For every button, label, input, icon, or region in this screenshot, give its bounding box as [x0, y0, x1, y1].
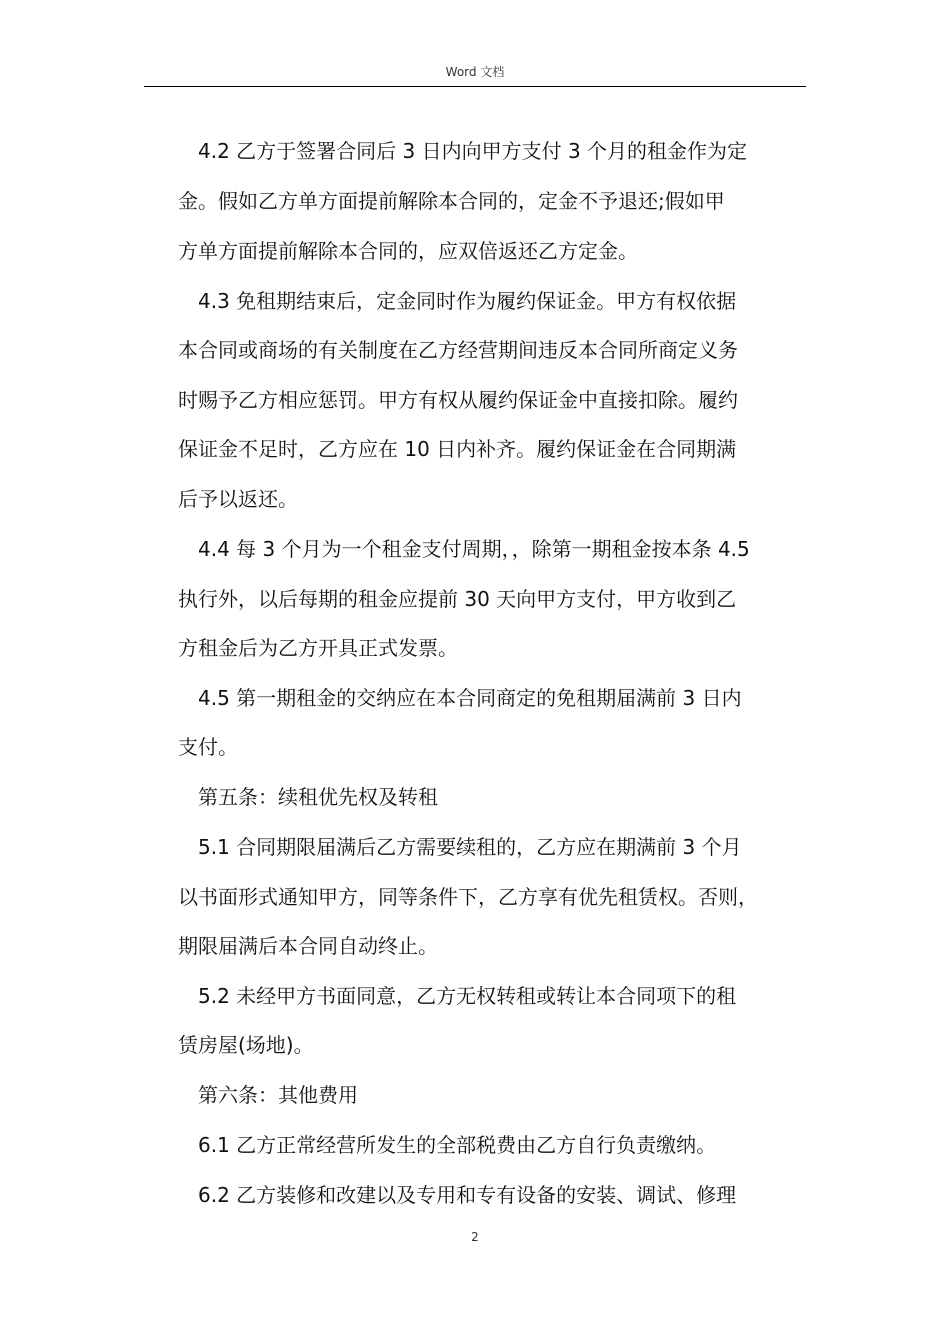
text-line: 时赐予乙方相应惩罚。甲方有权从履约保证金中直接扣除。履约 — [178, 388, 738, 412]
section-heading: 第六条：其他费用 — [198, 1083, 358, 1107]
text-line: 支付。 — [178, 735, 238, 759]
text-line: 以书面形式通知甲方，同等条件下，乙方享有优先租赁权。否则， — [178, 885, 758, 909]
text-line: 4.4 每 3 个月为一个租金支付周期，，除第一期租金按本条 4.5 — [198, 537, 750, 561]
text-line: 执行外，以后每期的租金应提前 30 天向甲方支付，甲方收到乙 — [178, 587, 737, 611]
text-line: 5.1 合同期限届满后乙方需要续租的，乙方应在期满前 3 个月 — [198, 835, 742, 859]
text-line: 后予以返还。 — [178, 487, 298, 511]
text-line: 方租金后为乙方开具正式发票。 — [178, 636, 458, 660]
text-line: 赁房屋(场地)。 — [178, 1033, 314, 1057]
text-line: 6.2 乙方装修和改建以及专用和专有设备的安装、调试、修理 — [198, 1183, 737, 1207]
page-number: 2 — [471, 1230, 479, 1244]
text-line: 方单方面提前解除本合同的，应双倍返还乙方定金。 — [178, 239, 638, 263]
text-line: 期限届满后本合同自动终止。 — [178, 934, 438, 958]
text-line: 6.1 乙方正常经营所发生的全部税费由乙方自行负责缴纳。 — [198, 1133, 717, 1157]
text-line: 4.2 乙方于签署合同后 3 日内向甲方支付 3 个月的租金作为定 — [198, 139, 748, 163]
text-line: 5.2 未经甲方书面同意，乙方无权转租或转让本合同项下的租 — [198, 984, 737, 1008]
text-line: 保证金不足时，乙方应在 10 日内补齐。履约保证金在合同期满 — [178, 437, 737, 461]
page-header: Word 文档 — [445, 65, 505, 79]
text-line: 4.3 免租期结束后，定金同时作为履约保证金。甲方有权依据 — [198, 289, 737, 313]
section-heading: 第五条：续租优先权及转租 — [198, 785, 438, 809]
text-line: 金。假如乙方单方面提前解除本合同的，定金不予退还;假如甲 — [178, 189, 725, 213]
text-line: 4.5 第一期租金的交纳应在本合同商定的免租期届满前 3 日内 — [198, 686, 742, 710]
text-line: 本合同或商场的有关制度在乙方经营期间违反本合同所商定义务 — [178, 338, 738, 362]
